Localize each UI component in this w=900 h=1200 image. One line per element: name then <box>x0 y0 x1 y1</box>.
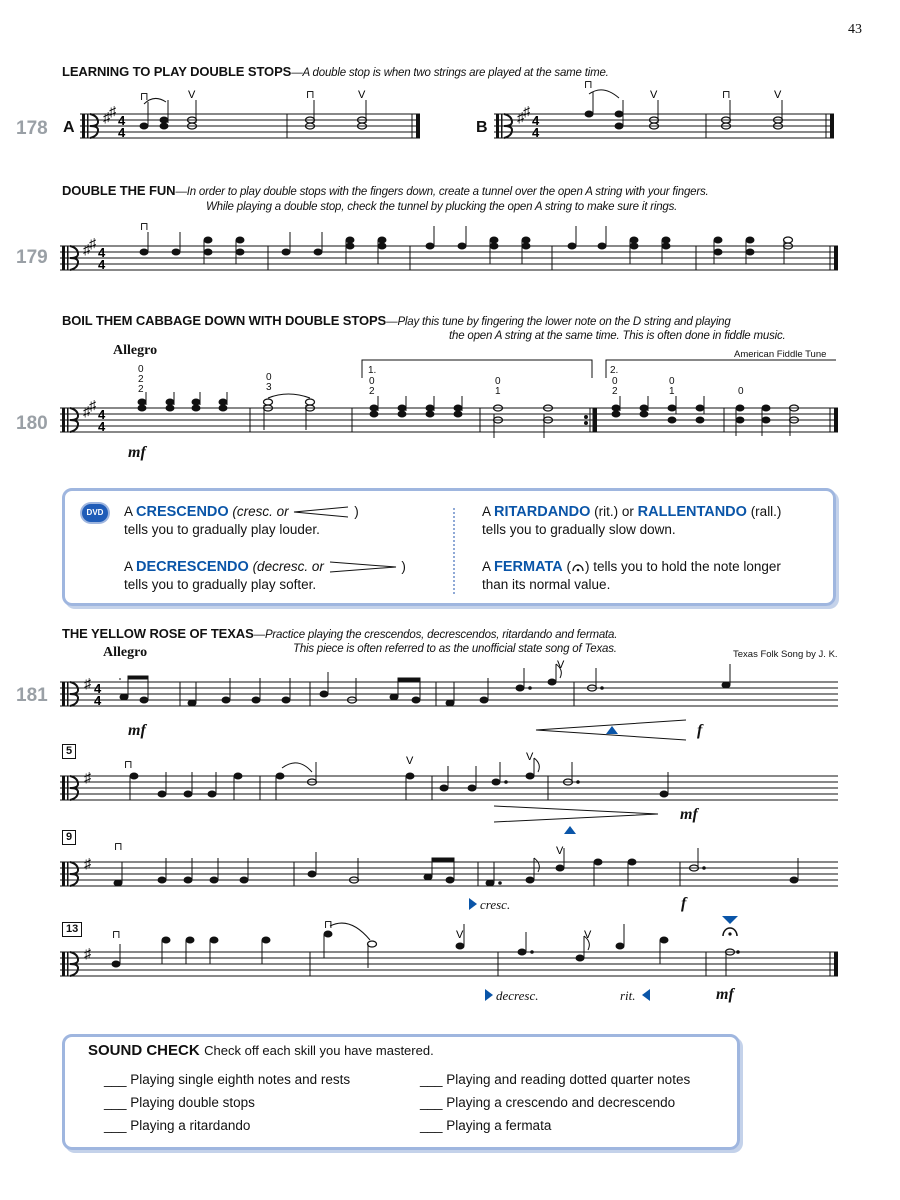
ex180-desc-line2: the open A string at the same time. This is often done in fiddle music. <box>449 330 786 342</box>
alto-clef-icon <box>62 952 78 976</box>
measure-number-5: 5 <box>62 744 76 759</box>
ex181-title: THE YELLOW ROSE OF TEXAS <box>62 626 254 641</box>
measure-number-13: 13 <box>62 922 82 937</box>
arrow-right-icon <box>483 987 495 1003</box>
alto-clef-icon <box>62 862 78 886</box>
alto-clef-icon <box>496 114 512 138</box>
sound-check-intro: Check off each skill you have mastered. <box>204 1043 434 1058</box>
sharp-icon: ♯ <box>89 235 96 251</box>
ex180-dynamic: mf <box>128 444 146 461</box>
crescendo-definition <box>124 503 359 539</box>
alto-clef-icon <box>82 114 98 138</box>
sharp-icon: ♯ <box>103 109 110 125</box>
time-signature: 4 <box>532 113 540 128</box>
fermata-icon <box>571 561 585 573</box>
ex179-title: DOUBLE THE FUN <box>62 183 176 198</box>
sharp-icon: ♯ <box>84 945 91 961</box>
ex180-ending-1: 1. <box>368 365 377 376</box>
up-bow-icon: V <box>188 89 196 101</box>
ex181-desc-line2: This piece is often referred to as the unofficial state song of Texas. <box>293 643 617 655</box>
down-bow-icon: ⊓ <box>140 221 149 233</box>
decrescendo-abbr: (decresc. or <box>248 559 328 574</box>
sharp-icon: ♯ <box>83 241 90 257</box>
time-signature: 4 <box>94 693 102 708</box>
time-signature: 4 <box>118 125 126 140</box>
fermata-pre: A <box>482 559 495 574</box>
ex181-dynamic-f-1: f <box>697 722 703 739</box>
skill-checklist-item[interactable]: ___ Playing double stops <box>104 1095 255 1110</box>
ex178b-staff <box>494 79 839 156</box>
sharp-icon: ♯ <box>523 103 530 119</box>
sharp-icon: ♯ <box>83 403 90 419</box>
decrescendo-hairpin-icon <box>494 806 658 822</box>
crescendo-term: CRESCENDO <box>136 504 229 520</box>
ex179-staff <box>60 220 842 290</box>
up-bow-icon: V <box>358 89 366 101</box>
ritardando-definition <box>482 503 781 539</box>
down-bow-icon: ⊓ <box>114 841 123 853</box>
notes <box>585 92 783 138</box>
crescendo-pre: A <box>124 504 137 519</box>
svg-text:0: 0 <box>612 376 618 387</box>
sharp-icon: ♯ <box>89 397 96 413</box>
alto-clef-icon <box>62 408 78 432</box>
down-bow-icon: ⊓ <box>324 919 333 931</box>
ex181-cresc: cresc. <box>480 897 511 912</box>
time-signature: 4 <box>98 245 106 260</box>
staff-lines <box>80 114 420 138</box>
ex180-tempo: Allegro <box>113 343 158 358</box>
arrow-up-icon <box>564 826 576 834</box>
crescendo-close: ) <box>350 504 359 519</box>
svg-text:3: 3 <box>266 382 272 393</box>
down-bow-icon: ⊓ <box>584 79 593 91</box>
svg-text:2: 2 <box>612 386 618 397</box>
ex181-dynamic-f-2: f <box>681 895 687 912</box>
up-bow-icon: V <box>556 845 564 857</box>
down-bow-icon: ⊓ <box>722 89 731 101</box>
fingering-numbers <box>138 364 744 397</box>
ex181-dynamic-mf-3: mf <box>716 986 734 1003</box>
time-signature: 4 <box>94 681 102 696</box>
ex178-heading <box>62 64 609 79</box>
skill-checklist-item[interactable]: ___ Playing a crescendo and decrescendo <box>420 1095 676 1110</box>
staff-lines <box>60 776 838 800</box>
ex181-system-4 <box>60 914 842 984</box>
ending-brackets <box>362 360 836 378</box>
staff-lines <box>60 408 838 432</box>
decrescendo-term: DECRESCENDO <box>136 559 249 575</box>
svg-text:2: 2 <box>138 374 144 385</box>
ex180-desc: —Play this tune by fingering the lower note on the D string and playing <box>386 316 731 328</box>
svg-text:0: 0 <box>138 364 144 375</box>
ex180-staff <box>60 358 842 446</box>
sharp-icon: ♯ <box>84 675 91 691</box>
up-bow-icon: V <box>406 755 414 767</box>
down-bow-icon: ⊓ <box>140 91 149 103</box>
up-bow-icon: V <box>774 89 782 101</box>
sound-check-title: SOUND CHECK <box>88 1042 200 1059</box>
ex180-ending-2: 2. <box>610 365 619 376</box>
decrescendo-close: ) <box>397 559 406 574</box>
ex181-tempo: Allegro <box>103 645 148 660</box>
decrescendo-line2: tells you to gradually play softer. <box>124 577 317 592</box>
skill-checklist-item[interactable]: ___ Playing a fermata <box>420 1118 552 1133</box>
alto-clef-icon <box>62 246 78 270</box>
ex180-number: 180 <box>16 413 48 434</box>
arrow-up-icon <box>606 726 618 734</box>
ex179-number: 179 <box>16 247 48 268</box>
ex179-heading <box>62 183 709 198</box>
crescendo-abbr: (cresc. or <box>228 504 293 519</box>
arrow-down-icon <box>722 916 738 924</box>
ex180-title: BOIL THEM CABBAGE DOWN WITH DOUBLE STOPS <box>62 313 387 328</box>
arrow-left-icon <box>640 987 652 1003</box>
arrow-right-icon <box>467 896 479 912</box>
down-bow-icon: ⊓ <box>306 89 315 101</box>
fermata-definition: A FERMATA ( ) tells you to hold the note longer than its normal value. <box>482 559 781 592</box>
ex181-number: 181 <box>16 685 48 706</box>
time-signature: 4 <box>98 419 106 434</box>
decrescendo-pre: A <box>124 559 137 574</box>
time-signature: 4 <box>98 257 106 272</box>
up-bow-icon: V <box>557 659 565 671</box>
svg-text:0: 0 <box>266 372 272 383</box>
page-number: 43 <box>848 22 862 37</box>
ex178-number: 178 <box>16 118 48 139</box>
ex181-heading <box>62 626 617 641</box>
decrescendo-definition <box>124 558 406 594</box>
svg-text:0: 0 <box>495 376 501 387</box>
down-bow-icon: ⊓ <box>124 759 133 771</box>
ex181-credit: Texas Folk Song by J. K. <box>733 649 838 660</box>
fermata-term: FERMATA <box>494 559 563 575</box>
notes <box>140 226 793 270</box>
svg-text:1: 1 <box>495 386 501 397</box>
time-signature: 4 <box>118 113 126 128</box>
fermata-icon <box>723 928 737 936</box>
skill-checklist-item[interactable]: ___ Playing a ritardando <box>104 1118 251 1133</box>
ex181-desc: —Practice playing the crescendos, decrescendos, ritardando and fermata. <box>253 629 618 641</box>
up-bow-icon: V <box>526 751 534 763</box>
sharp-icon: ♯ <box>109 103 116 119</box>
ritardando-line2: tells you to gradually slow down. <box>482 522 676 537</box>
sound-check-header <box>88 1042 434 1060</box>
time-signature: 4 <box>532 125 540 140</box>
ex180-credit: American Fiddle Tune <box>734 349 827 360</box>
ritardando-term: RITARDANDO <box>494 504 591 520</box>
rallentando-abbr: (rall.) <box>746 504 782 519</box>
up-bow-icon: V <box>456 929 464 941</box>
alto-clef-icon <box>62 682 78 706</box>
svg-text:1: 1 <box>669 386 675 397</box>
svg-text:2: 2 <box>138 384 144 395</box>
ex178-title: LEARNING TO PLAY DOUBLE STOPS <box>62 64 292 79</box>
fermata-line2: than its normal value. <box>482 577 611 592</box>
sharp-icon: ♯ <box>517 109 524 125</box>
ex181-decresc: decresc. <box>496 988 539 1003</box>
ritardando-abbr: (rit.) or <box>590 504 638 519</box>
skill-checklist-item[interactable]: ___ Playing and reading dotted quarter notes <box>420 1072 691 1087</box>
ex181-system-1 <box>60 660 842 750</box>
crescendo-line2: tells you to gradually play louder. <box>124 522 320 537</box>
sharp-icon: ♯ <box>84 769 91 785</box>
skill-checklist-item[interactable]: ___ Playing single eighth notes and rests <box>104 1072 351 1087</box>
ritardando-pre: A <box>482 504 495 519</box>
ex181-dynamic-mf-1: mf <box>128 722 146 739</box>
ex178-label-b: B <box>476 119 488 136</box>
ex181-system-2 <box>60 751 842 834</box>
ex181-dynamic-mf-2: mf <box>680 806 698 823</box>
up-bow-icon: V <box>584 929 592 941</box>
decrescendo-hairpin-icon <box>328 561 398 573</box>
ex179-desc: —In order to play double stops with the fingers down, create a tunnel over the open A string with your fingers. <box>175 186 709 198</box>
svg-text:2: 2 <box>369 386 375 397</box>
down-bow-icon: ⊓ <box>112 929 121 941</box>
notes <box>138 392 799 438</box>
ex178-label-a: A <box>63 119 75 136</box>
crescendo-hairpin-icon <box>292 506 350 518</box>
dvd-icon[interactable]: DVD <box>82 504 108 522</box>
ex181-system-3 <box>60 840 842 900</box>
ex178a-staff <box>80 86 425 156</box>
ex179-desc-line2: While playing a double stop, check the tunnel by plucking the open A string to make sure it rings. <box>206 201 678 213</box>
svg-text:0: 0 <box>669 376 675 387</box>
info-box-divider <box>453 508 455 594</box>
alto-clef-icon <box>62 776 78 800</box>
ex181-rit: rit. <box>620 988 636 1003</box>
measure-number-9: 9 <box>62 830 76 845</box>
svg-text:0: 0 <box>738 386 744 397</box>
up-bow-icon: V <box>650 89 658 101</box>
time-signature: 4 <box>98 407 106 422</box>
svg-text:0: 0 <box>369 376 375 387</box>
notes <box>112 923 739 976</box>
ex180-heading <box>62 313 731 328</box>
staff-lines <box>60 952 838 976</box>
fermata-mid: tells you to hold the note longer <box>589 559 781 574</box>
sharp-icon: ♯ <box>84 855 91 871</box>
rallentando-term: RALLENTANDO <box>637 504 747 520</box>
ex178-desc: —A double stop is when two strings are played at the same time. <box>291 67 609 79</box>
